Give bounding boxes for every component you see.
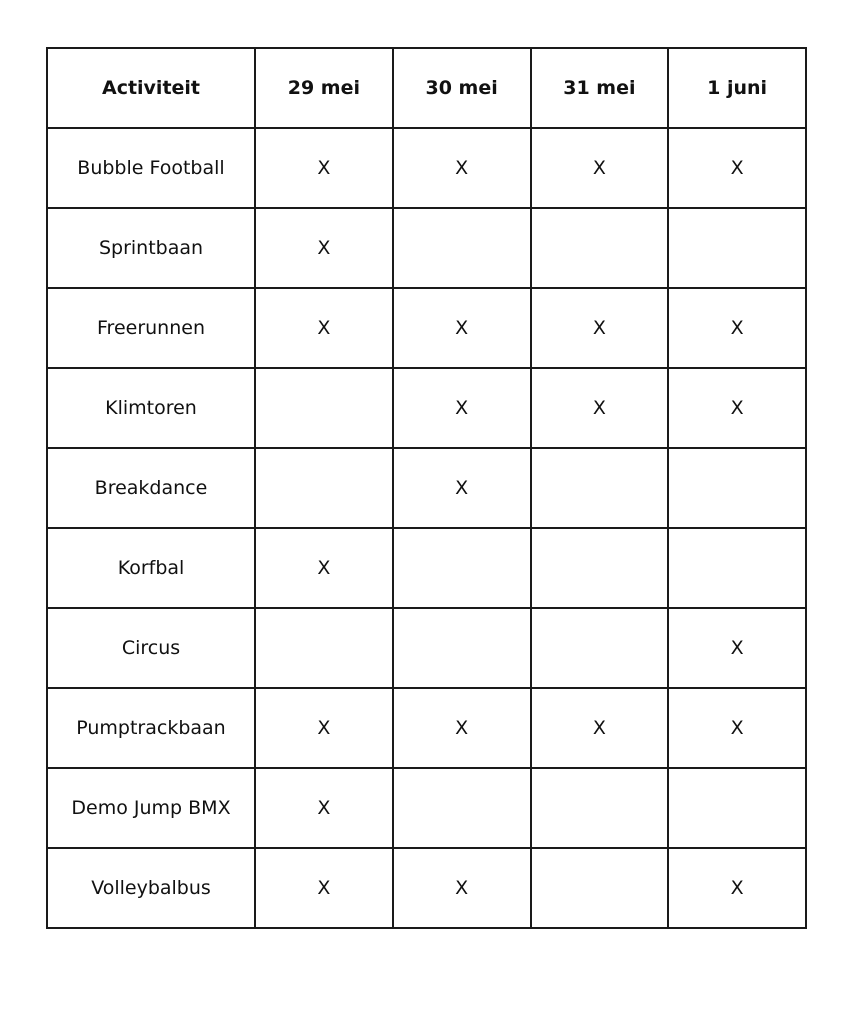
availability-cell: X: [255, 848, 393, 928]
availability-cell: X: [393, 288, 531, 368]
availability-cell: [668, 528, 806, 608]
availability-cell: [531, 608, 669, 688]
table-body: [47, 128, 806, 928]
availability-cell: [255, 368, 393, 448]
table-row: [47, 608, 806, 688]
activity-name: Demo Jump BMX: [47, 768, 255, 848]
availability-cell: [668, 208, 806, 288]
header-row: [47, 48, 806, 128]
availability-cell: [531, 448, 669, 528]
availability-cell: [393, 768, 531, 848]
activity-name: Volleybalbus: [47, 848, 255, 928]
activity-name: Breakdance: [47, 448, 255, 528]
activity-name: Korfbal: [47, 528, 255, 608]
availability-cell: [668, 768, 806, 848]
availability-cell: X: [255, 768, 393, 848]
activity-name: Circus: [47, 608, 255, 688]
table-row: [47, 368, 806, 448]
availability-cell: X: [668, 608, 806, 688]
availability-cell: X: [393, 448, 531, 528]
table-row: [47, 688, 806, 768]
availability-cell: X: [531, 368, 669, 448]
availability-cell: X: [393, 848, 531, 928]
table-row: [47, 448, 806, 528]
availability-cell: X: [255, 288, 393, 368]
availability-cell: X: [531, 128, 669, 208]
availability-cell: [255, 608, 393, 688]
availability-cell: [393, 208, 531, 288]
availability-cell: [531, 208, 669, 288]
availability-cell: X: [668, 368, 806, 448]
availability-cell: [255, 448, 393, 528]
table-row: [47, 528, 806, 608]
table-row: [47, 128, 806, 208]
header-activity: Activiteit: [47, 48, 255, 128]
header-day-1: 29 mei: [255, 48, 393, 128]
availability-cell: [531, 768, 669, 848]
availability-cell: X: [668, 848, 806, 928]
availability-cell: [668, 448, 806, 528]
availability-cell: X: [668, 288, 806, 368]
availability-cell: X: [668, 688, 806, 768]
availability-cell: X: [531, 688, 669, 768]
availability-cell: X: [668, 128, 806, 208]
table-row: [47, 208, 806, 288]
table-row: [47, 768, 806, 848]
availability-cell: [393, 608, 531, 688]
header-day-4: 1 juni: [668, 48, 806, 128]
activity-name: Klimtoren: [47, 368, 255, 448]
availability-cell: X: [531, 288, 669, 368]
table-row: [47, 848, 806, 928]
availability-cell: X: [255, 688, 393, 768]
activity-schedule-table: [46, 47, 807, 929]
header-day-2: 30 mei: [393, 48, 531, 128]
activity-name: Pumptrackbaan: [47, 688, 255, 768]
availability-cell: [531, 848, 669, 928]
activity-name: Bubble Football: [47, 128, 255, 208]
availability-cell: X: [393, 128, 531, 208]
activity-name: Sprintbaan: [47, 208, 255, 288]
table-header: [47, 48, 806, 128]
availability-cell: X: [393, 368, 531, 448]
table-row: [47, 288, 806, 368]
activity-name: Freerunnen: [47, 288, 255, 368]
availability-cell: X: [393, 688, 531, 768]
availability-cell: X: [255, 208, 393, 288]
availability-cell: X: [255, 528, 393, 608]
header-day-3: 31 mei: [531, 48, 669, 128]
availability-cell: [393, 528, 531, 608]
availability-cell: [531, 528, 669, 608]
availability-cell: X: [255, 128, 393, 208]
